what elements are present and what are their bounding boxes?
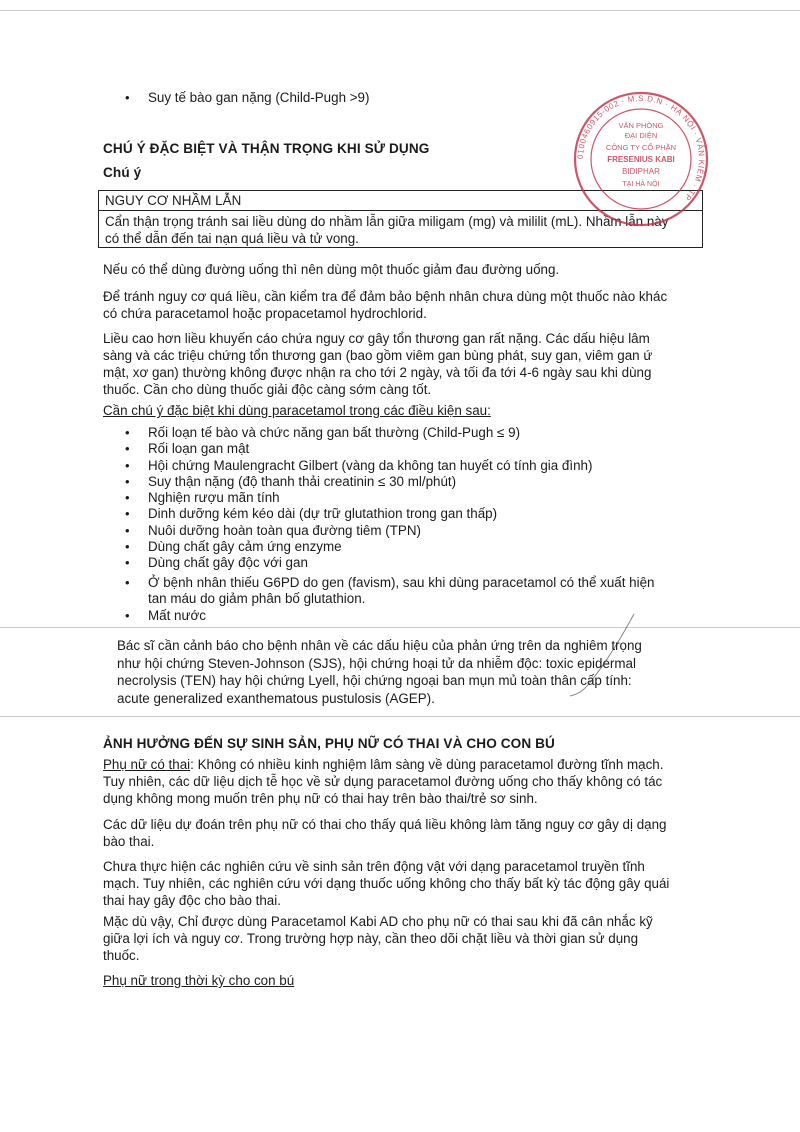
stamp-text: BIDIPHAR [622, 167, 660, 176]
list-item: • Rối loạn tế bào và chức năng gan bất thường (Child-Pugh ≤ 9) [103, 425, 592, 441]
company-stamp [572, 90, 710, 228]
list-item: • Suy tế bào gan nặng (Child-Pugh >9) [103, 90, 369, 106]
g6pd-line: Ở bệnh nhân thiếu G6PD do gen (favism), sau khi dùng paracetamol có thể xuất hiện [148, 575, 655, 590]
paragraph-pregnant-line: Tuy nhiên, các dữ liệu dịch tễ học về sử dụng paracetamol đường uống cho thấy không có tác [103, 774, 663, 789]
conditions-list [103, 425, 592, 572]
stamp-text: TẠI HÀ NỘI [622, 181, 660, 188]
list-item-dehydration: • Mất nước [103, 608, 698, 624]
list-item: • Hội chứng Maulengracht Gilbert (vàng da không tan huyết có tính gia đình) [103, 458, 592, 474]
list-item: • Suy thận nặng (độ thanh thải creatinin ≤ 30 ml/phút) [103, 474, 592, 490]
list-item: • Nghiện rượu mãn tính [103, 490, 592, 506]
paragraph-skin-line: acute generalized exanthematous pustulosis (AGEP). [117, 690, 435, 706]
list-item-g6pd [103, 575, 698, 608]
paragraph-predict-line: Các dữ liệu dự đoán trên phụ nữ có thai cho thấy quá liều không làm tăng nguy cơ gây dị dạng [103, 817, 667, 832]
stamp-text: CÔNG TY CỔ PHẦN [605, 143, 677, 152]
paragraph-liver-line: sàng và các triệu chứng tổn thương gan (bao gồm viêm gan bùng phát, suy gan, viêm gan ứ [103, 348, 653, 363]
list-item: • Nuôi dưỡng hoàn toàn qua đường tiêm (TPN) [103, 523, 592, 539]
paragraph-oral: Nếu có thể dùng đường uống thì nên dùng một thuốc giảm đau đường uống. [103, 262, 560, 277]
pregnant-label: Phụ nữ có thai [103, 757, 191, 772]
g6pd-line: tan máu do giảm phân bố glutathion. [148, 591, 366, 607]
top-bullet-list [103, 90, 369, 106]
paragraph-however-line: thuốc. [103, 948, 140, 963]
paragraph-liver-line: Liều cao hơn liều khuyến cáo chứa nguy cơ gây tổn thương gan rất nặng. Các dấu hiệu lâm [103, 331, 650, 346]
signature-mark [540, 610, 660, 700]
paragraph-skin-line: Bác sĩ cần cảnh báo cho bệnh nhân về các dấu hiệu của phản ứng trên da nghiêm trọng [117, 638, 642, 653]
list-item: • Dùng chất gây cảm ứng enzyme [103, 539, 592, 555]
pregnant-text: : Không có nhiều kinh nghiệm lâm sàng về dùng paracetamol đường tĩnh mạch. [190, 757, 664, 772]
caution-label: Chú ý [103, 165, 142, 180]
stamp-text: VĂN PHÒNG [618, 121, 664, 130]
list-item: • Rối loạn gan mật [103, 441, 592, 457]
scan-line-middle [0, 627, 800, 628]
stamp-ring-text: 0100460915-002 · M.S.D.N · HÀ NỘI · VĂN KIÊM · TP [575, 93, 707, 203]
paragraph-however-line: Mặc dù vậy, Chỉ được dùng Paracetamol Kabi AD cho phụ nữ có thai sau khi đã cân nhắc kỹ [103, 914, 653, 929]
warning-box-line: có thể dẫn đến tai nạn quá liều và tử vong. [105, 231, 359, 246]
list-item: • Dùng chất gây độc với gan [103, 555, 592, 571]
paragraph-overdose-line: Để tránh nguy cơ quá liều, cần kiểm tra để đảm bảo bệnh nhân chưa dùng một thuốc nào khác [103, 289, 668, 304]
paragraph-pregnant-line [103, 756, 698, 774]
paragraph-pregnant-line: dụng không mong muốn trên phụ nữ có thai hay trên bào thai/trẻ sơ sinh. [103, 791, 538, 806]
paragraph-animal-line: Chưa thực hiện các nghiên cứu về sinh sản trên động vật với dạng paracetamol truyền tĩnh [103, 859, 645, 874]
paragraph-predict-line: bào thai. [103, 834, 155, 849]
list-item: • Dinh dưỡng kém kéo dài (dự trữ glutathion trong gan thấp) [103, 506, 592, 522]
paragraph-overdose-line: có chứa paracetamol hoặc propacetamol hydrochlorid. [103, 306, 427, 321]
paragraph-animal-line: thai hay gây độc cho bào thai. [103, 893, 281, 908]
conditions-heading: Cần chú ý đặc biệt khi dùng paracetamol trong các điều kiện sau: [103, 403, 491, 418]
paragraph-skin-line: necrolysis (TEN) hay hội chứng Lyell, hội chứng ngoại ban mụn mủ toàn thân cấp tính: [117, 673, 632, 688]
paragraph-liver-line: thuốc. Cần cho dùng thuốc giải độc càng sớm càng tốt. [103, 382, 432, 397]
paragraph-skin-line: như hội chứng Steven-Johnson (SJS), hội chứng hoại tử da nhiễm độc: toxic epidermal [117, 655, 636, 671]
paragraph-however-line: giữa lợi ích và nguy cơ. Trong trường hợp này, cần theo dõi chặt liều và thời gian sử dụng [103, 931, 639, 946]
breastfeeding-label: Phụ nữ trong thời kỳ cho con bú [103, 973, 295, 988]
scan-line-top [0, 10, 800, 11]
paragraph-liver-line: mật, xơ gan) thường không được nhận ra cho tới 2 ngày, và tối đa tới 4-6 ngày sau khi dùng [103, 365, 652, 380]
warning-box-title: NGUY CƠ NHẦM LẪN [105, 193, 242, 208]
warning-box-line: Cẩn thận trọng tránh sai liều dùng do nhầm lẫn giữa miligam (mg) và mililit (mL). Nhầm lẫn này [105, 214, 669, 229]
stamp-text: FRESENIUS KABI [607, 155, 675, 164]
scan-line-lower [0, 716, 800, 717]
paragraph-animal-line: mạch. Tuy nhiên, các nghiên cứu với dạng thuốc uống không cho thấy bất kỳ tác động gây quái [103, 876, 670, 891]
stamp-text: ĐẠI DIỆN [624, 131, 658, 140]
section-heading-fertility: ẢNH HƯỞNG ĐẾN SỰ SINH SẢN, PHỤ NỮ CÓ THAI VÀ CHO CON BÚ [103, 736, 555, 751]
section-heading-special-warnings: CHÚ Ý ĐẶC BIỆT VÀ THẬN TRỌNG KHI SỬ DỤNG [103, 141, 430, 156]
